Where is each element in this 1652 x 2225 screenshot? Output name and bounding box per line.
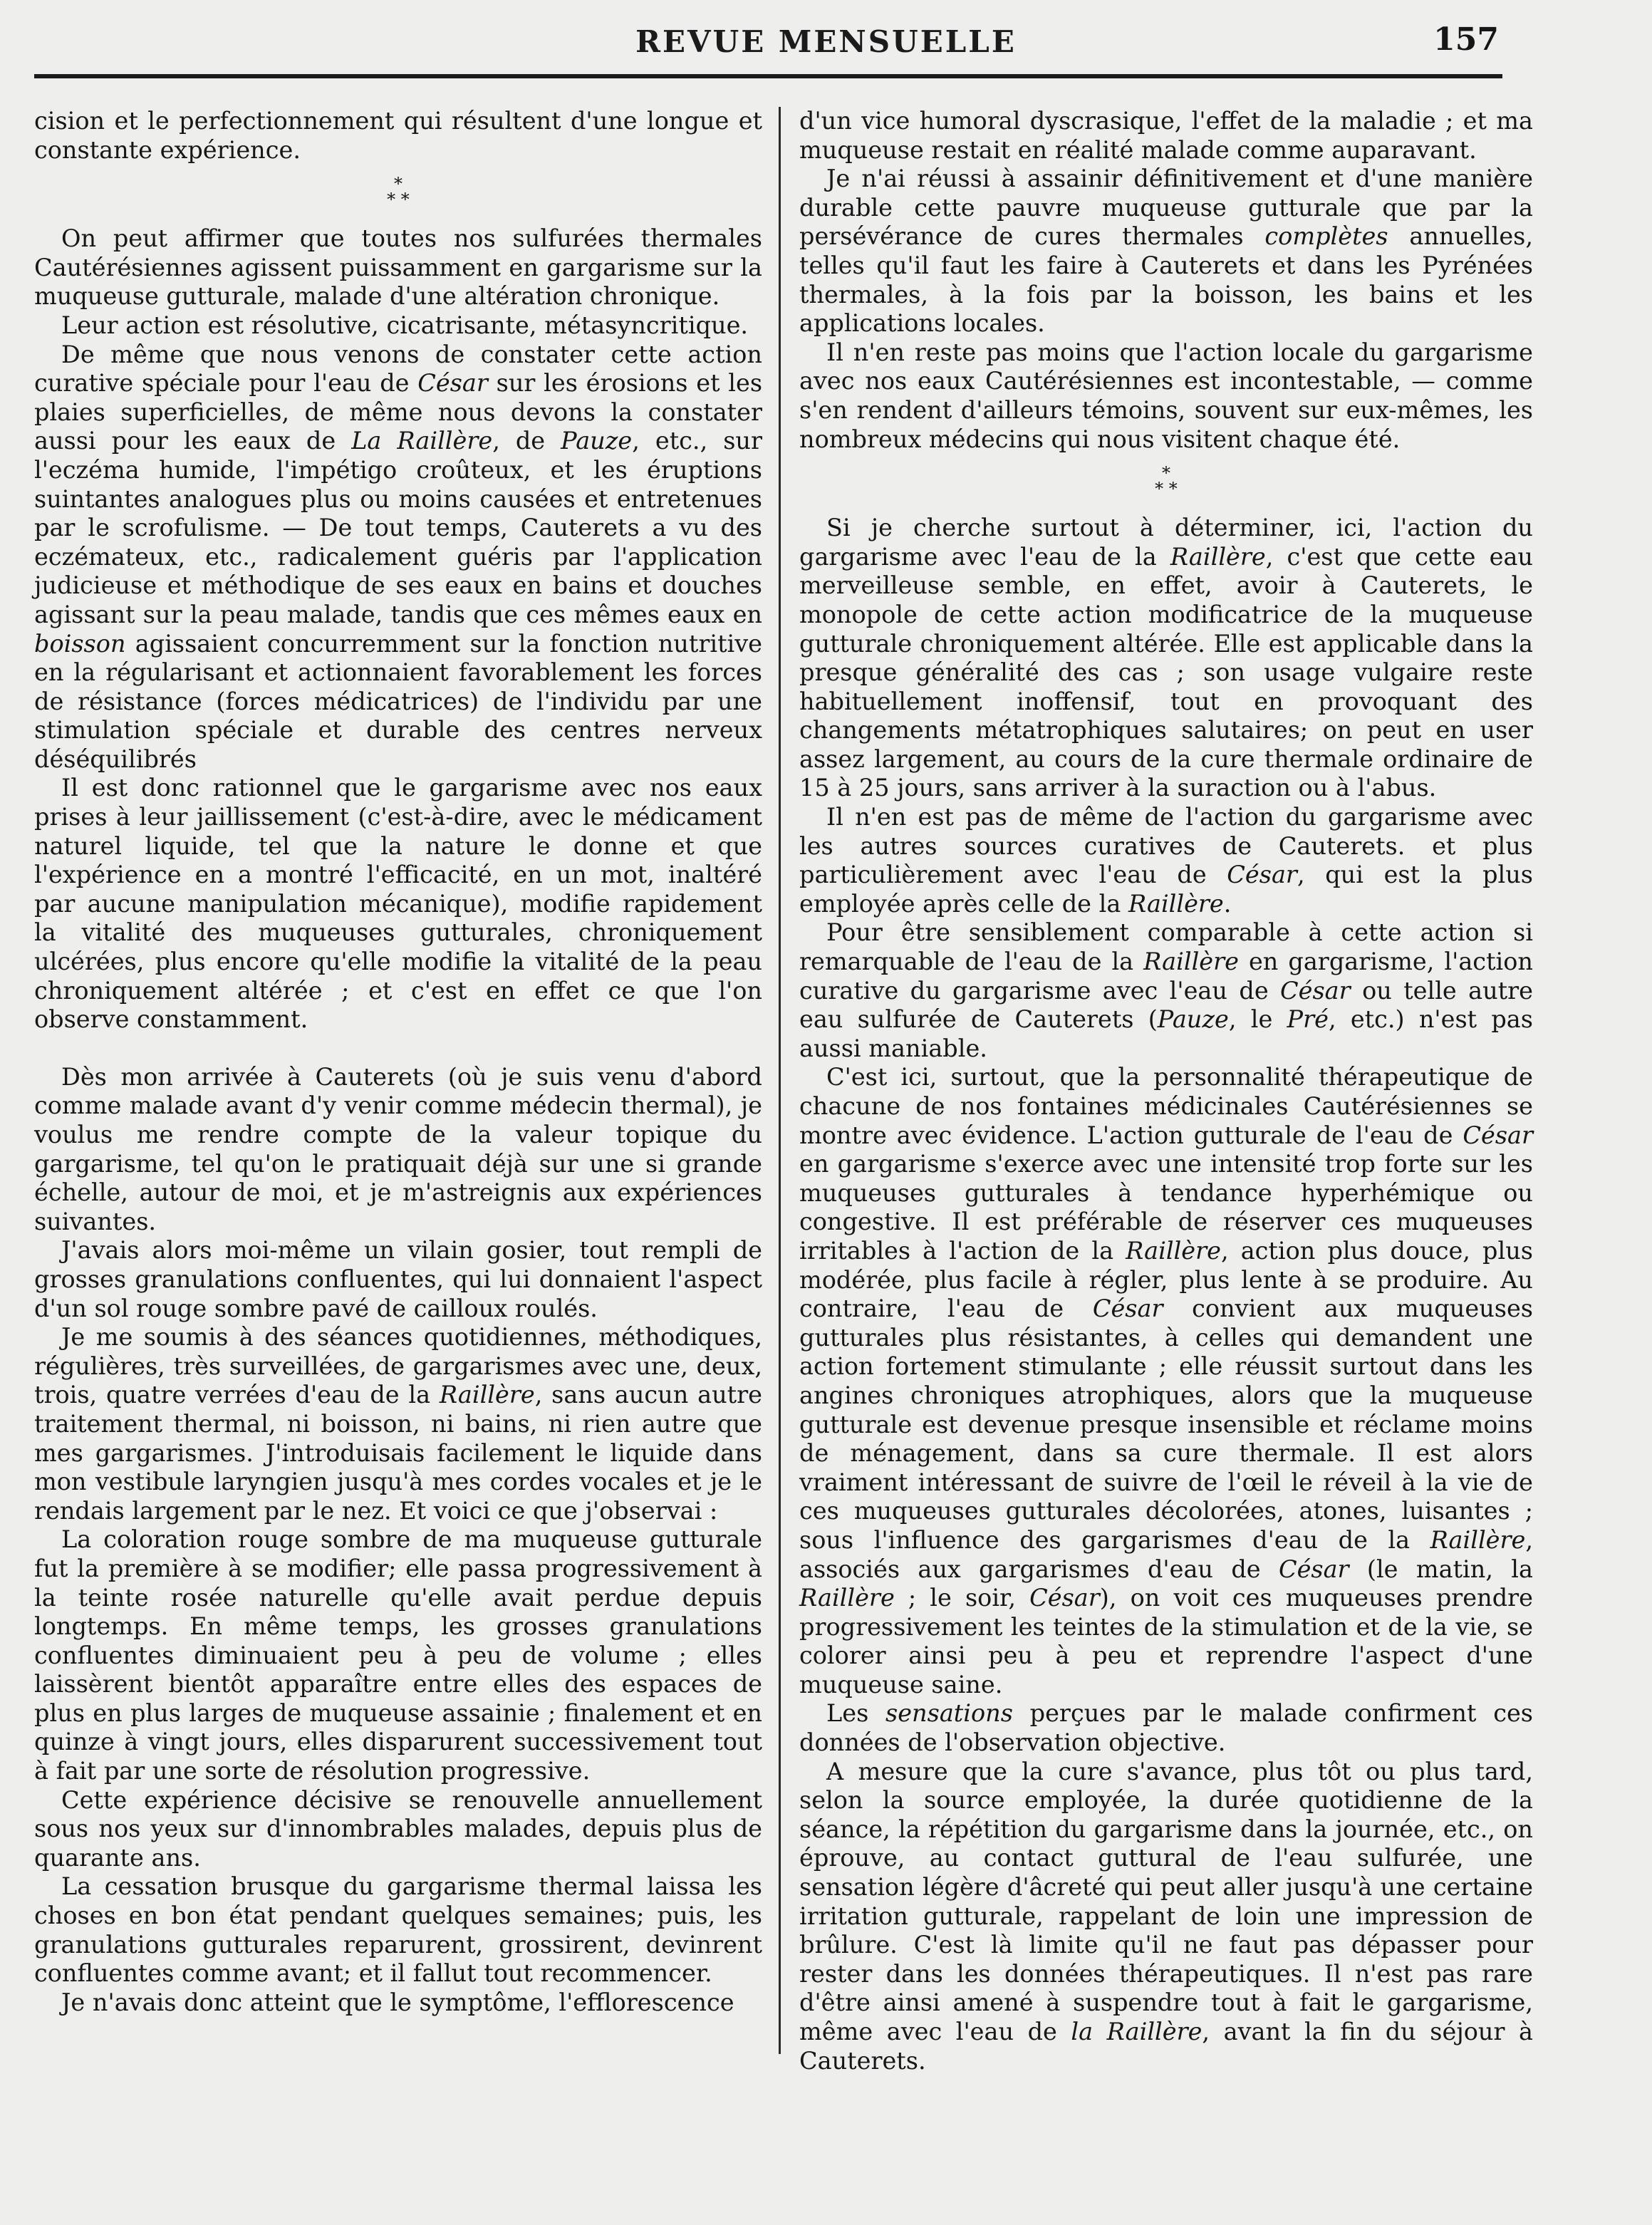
paragraph: C'est ici, surtout, que la personnalité thérapeutique de chacune de nos fontaines médicinales Cautérésiennes se montre avec évidence. L'action gutturale de l'eau de César en gargarisme s'exerce avec une intensité trop forte sur les muqueuses gutturales à tendance hyperhémique ou congestive. Il est préférable de réserver ces muqueuses irritables à l'action de la Raillère, action plus douce, plus modérée, plus facile à régler, plus lente à se produire. Au contraire, l'eau de César convient aux muqueuses gutturales plus résistantes, à celles qui demandent une action fortement stimulante ; elle réussit surtout dans les angines chroniques atrophiques, alors que la muqueuse gutturale est devenue presque insensible et réclame moins de ménagement, dans sa cure thermale. Il est alors vraiment intéressant de suivre de l'œil le réveil à la vie de ces muqueuses gutturales décolorées, atones, luisantes ; sous l'influence des gargarismes d'eau de la Raillère, associés aux gargarismes d'eau de César (le matin, la Raillère ; le soir, César), on voit ces muqueuses prendre progressivement les teintes de la stimulation et de la vie, se colorer ainsi peu à peu et reprendre l'aspect d'une muqueuse saine. xyxy=(799,1063,1533,1698)
paragraph: Je n'avais donc atteint que le symptôme, l'efflorescence xyxy=(61,1988,734,2016)
section-separator xyxy=(799,465,1533,497)
paragraph: A mesure que la cure s'avance, plus tôt ou plus tard, selon la source employée, la durée quotidienne de la séance, la répétition du gargarisme dans la journée, etc., on éprouve, au contact guttural de l'eau sulfurée, une sensation légère d'âcreté qui peut aller jusqu'à une certaine irritation gutturale, rappelant de loin une impression de brûlure. C'est là limite qu'il ne faut pas dépasser pour rester dans les données thérapeutiques. Il n'est pas rare d'être ainsi amené à suspendre tout à fait le gargarisme, même avec l'eau de la Raillère, avant la fin du séjour à Cauterets. xyxy=(799,1757,1533,2075)
paragraph: Je me soumis à des séances quotidiennes, méthodiques, régulières, très surveillées, de gargarismes avec une, deux, trois, quatre verrées d'eau de la Raillère, sans aucun autre traitement thermal, ni boisson, ni bains, ni rien autre que mes gargarismes. J'introduisais facilement le liquide dans mon vestibule laryngien jusqu'à mes cordes vocales et je le rendais largement par le nez. Et voici ce que j'observai : xyxy=(34,1323,762,1525)
paragraph: Les sensations perçues par le malade confirment ces données de l'observation objective. xyxy=(799,1699,1534,1757)
paragraph: Je n'ai réussi à assainir définitivement et d'une manière durable cette pauvre muqueuse gutturale que par la persévérance de cures thermales complètes annuelles, telles qu'il faut les faire à Cauterets et dans les Pyrénées thermales, à la fois par la boisson, les bains et les applications locales. xyxy=(799,165,1533,338)
separator-star: * xyxy=(394,174,402,195)
paragraph: Leur action est résolutive, cicatrisante, métasyncritique. xyxy=(61,311,749,339)
paragraph: Dès mon arrivée à Cauterets (où je suis venu d'abord comme malade avant d'y venir comme médecin thermal), je voulus me rendre compte de la valeur topique du gargarisme, tel qu'on le pratiquait déjà sur une si grande échelle, autour de moi, et je m'astreignis aux expériences suivantes. xyxy=(34,1062,762,1235)
paragraph: Il est donc rationnel que le gargarisme avec nos eaux prises à leur jaillissement (c'est-à-dire, avec le médicament naturel liquide, tel que la nature le donne et que l'expérience en a montré l'efficacité, en un mot, inaltéré par aucune manipulation mécanique), modifie rapidement la vitalité des muqueuses gutturales, chroniquement ulcérées, plus encore qu'elle modifie la vitalité de la peau chroniquement altérée ; et c'est en effet ce que l'on observe constamment. xyxy=(34,774,762,1034)
separator-double-star: * * xyxy=(1155,479,1178,499)
right-column xyxy=(799,107,1533,2075)
running-head: REVUE MENSUELLE xyxy=(635,24,1017,59)
section-separator xyxy=(34,174,762,210)
paragraph: d'un vice humoral dyscrasique, l'effet de la maladie ; et ma muqueuse restait en réalité malade comme auparavant. xyxy=(799,107,1533,164)
paragraph: On peut affirmer que toutes nos sulfurées thermales Cautérésiennes agissent puissamment en gargarisme sur la muqueuse gutturale, malade d'une altération chronique. xyxy=(34,224,762,311)
paragraph: La cessation brusque du gargarisme thermal laissa les choses en bon état pendant quelques semaines; puis, les granulations gutturales reparurent, grossirent, devinrent confluentes comme avant; et il fallut tout recommencer. xyxy=(34,1872,762,1988)
separator-star: * xyxy=(1162,463,1170,484)
paragraph: Si je cherche surtout à déterminer, ici, l'action du gargarisme avec l'eau de la Raillère, c'est que cette eau merveilleuse semble, en effet, avoir à Cauterets, le monopole de cette action modificatrice de la muqueuse gutturale chroniquement altérée. Elle est applicable dans la presque généralité des cas ; son usage vulgaire reste habituellement inoffensif, tout en provoquant des changements métatrophiques salutaires; on peut en user assez largement, au cours de la cure thermale ordinaire de 15 à 25 jours, sans arriver à la suraction ou à l'abus. xyxy=(799,514,1534,802)
paragraph: Il n'en reste pas moins que l'action locale du gargarisme avec nos eaux Cautérésiennes est incontestable, — comme s'en rendent d'ailleurs témoins, souvent sur eux-mêmes, les nombreux médecins qui nous visitent chaque été. xyxy=(799,338,1533,453)
page-number: 157 xyxy=(1433,21,1499,58)
paragraph: Cette expérience décisive se renouvelle annuellement sous nos yeux sur d'innombrables malades, depuis plus de quarante ans. xyxy=(34,1785,762,1872)
paragraph: cision et le perfectionnement qui résultent d'une longue et constante expérience. xyxy=(34,107,762,164)
left-column xyxy=(34,107,762,2017)
paragraph: J'avais alors moi-même un vilain gosier, tout rempli de grosses granulations confluentes, qui lui donnaient l'aspect d'un sol rouge sombre pavé de cailloux roulés. xyxy=(34,1236,762,1322)
paragraph: Il n'en est pas de même de l'action du gargarisme avec les autres sources curatives de Cauterets. et plus particulièrement avec l'eau de César, qui est la plus employée après celle de la Raillère. xyxy=(799,803,1533,918)
paragraph: La coloration rouge sombre de ma muqueuse gutturale fut la première à se modifier; elle passa progressivement à la teinte rosée naturelle qu'elle avait perdue depuis longtemps. En même temps, les grosses granulations confluentes diminuaient peu à peu de volume ; elles laissèrent bientôt apparaître entre elles des espaces de plus en plus larges de muqueuse assainie ; finalement et en quinze à vingt jours, elles disparurent successivement tout à fait par une sorte de résolution progressive. xyxy=(34,1525,762,1785)
column-divider xyxy=(779,107,781,2054)
separator-double-star: * * xyxy=(387,190,410,210)
paragraph: Pour être sensiblement comparable à cette action si remarquable de l'eau de la Raillère en gargarisme, l'action curative du gargarisme avec l'eau de César ou telle autre eau sulfurée de Cauterets (Pauze, le Pré, etc.) n'est pas aussi maniable. xyxy=(799,918,1533,1062)
paragraph: De même que nous venons de constater cette action curative spéciale pour l'eau de César sur les érosions et les plaies superficielles, de même nous devons la constater aussi pour les eaux de La Raillère, de Pauze, etc., sur l'eczéma humide, l'impétigo croûteux, et les éruptions suintantes analogues plus ou moins causées et entretenues par le scrofulisme. — De tout temps, Cauterets a vu des eczémateux, etc., radicalement guéris par l'application judicieuse et méthodique de ses eaux en bains et douches agissant sur la peau malade, tandis que ces mêmes eaux en boisson agissaient concurremment sur la fonction nutritive en la régularisant et actionnaient favorablement les forces de résistance (forces médicatrices) de l'individu par une stimulation spéciale et durable des centres nerveux déséquilibrés xyxy=(34,340,763,773)
header-rule xyxy=(34,74,1502,78)
